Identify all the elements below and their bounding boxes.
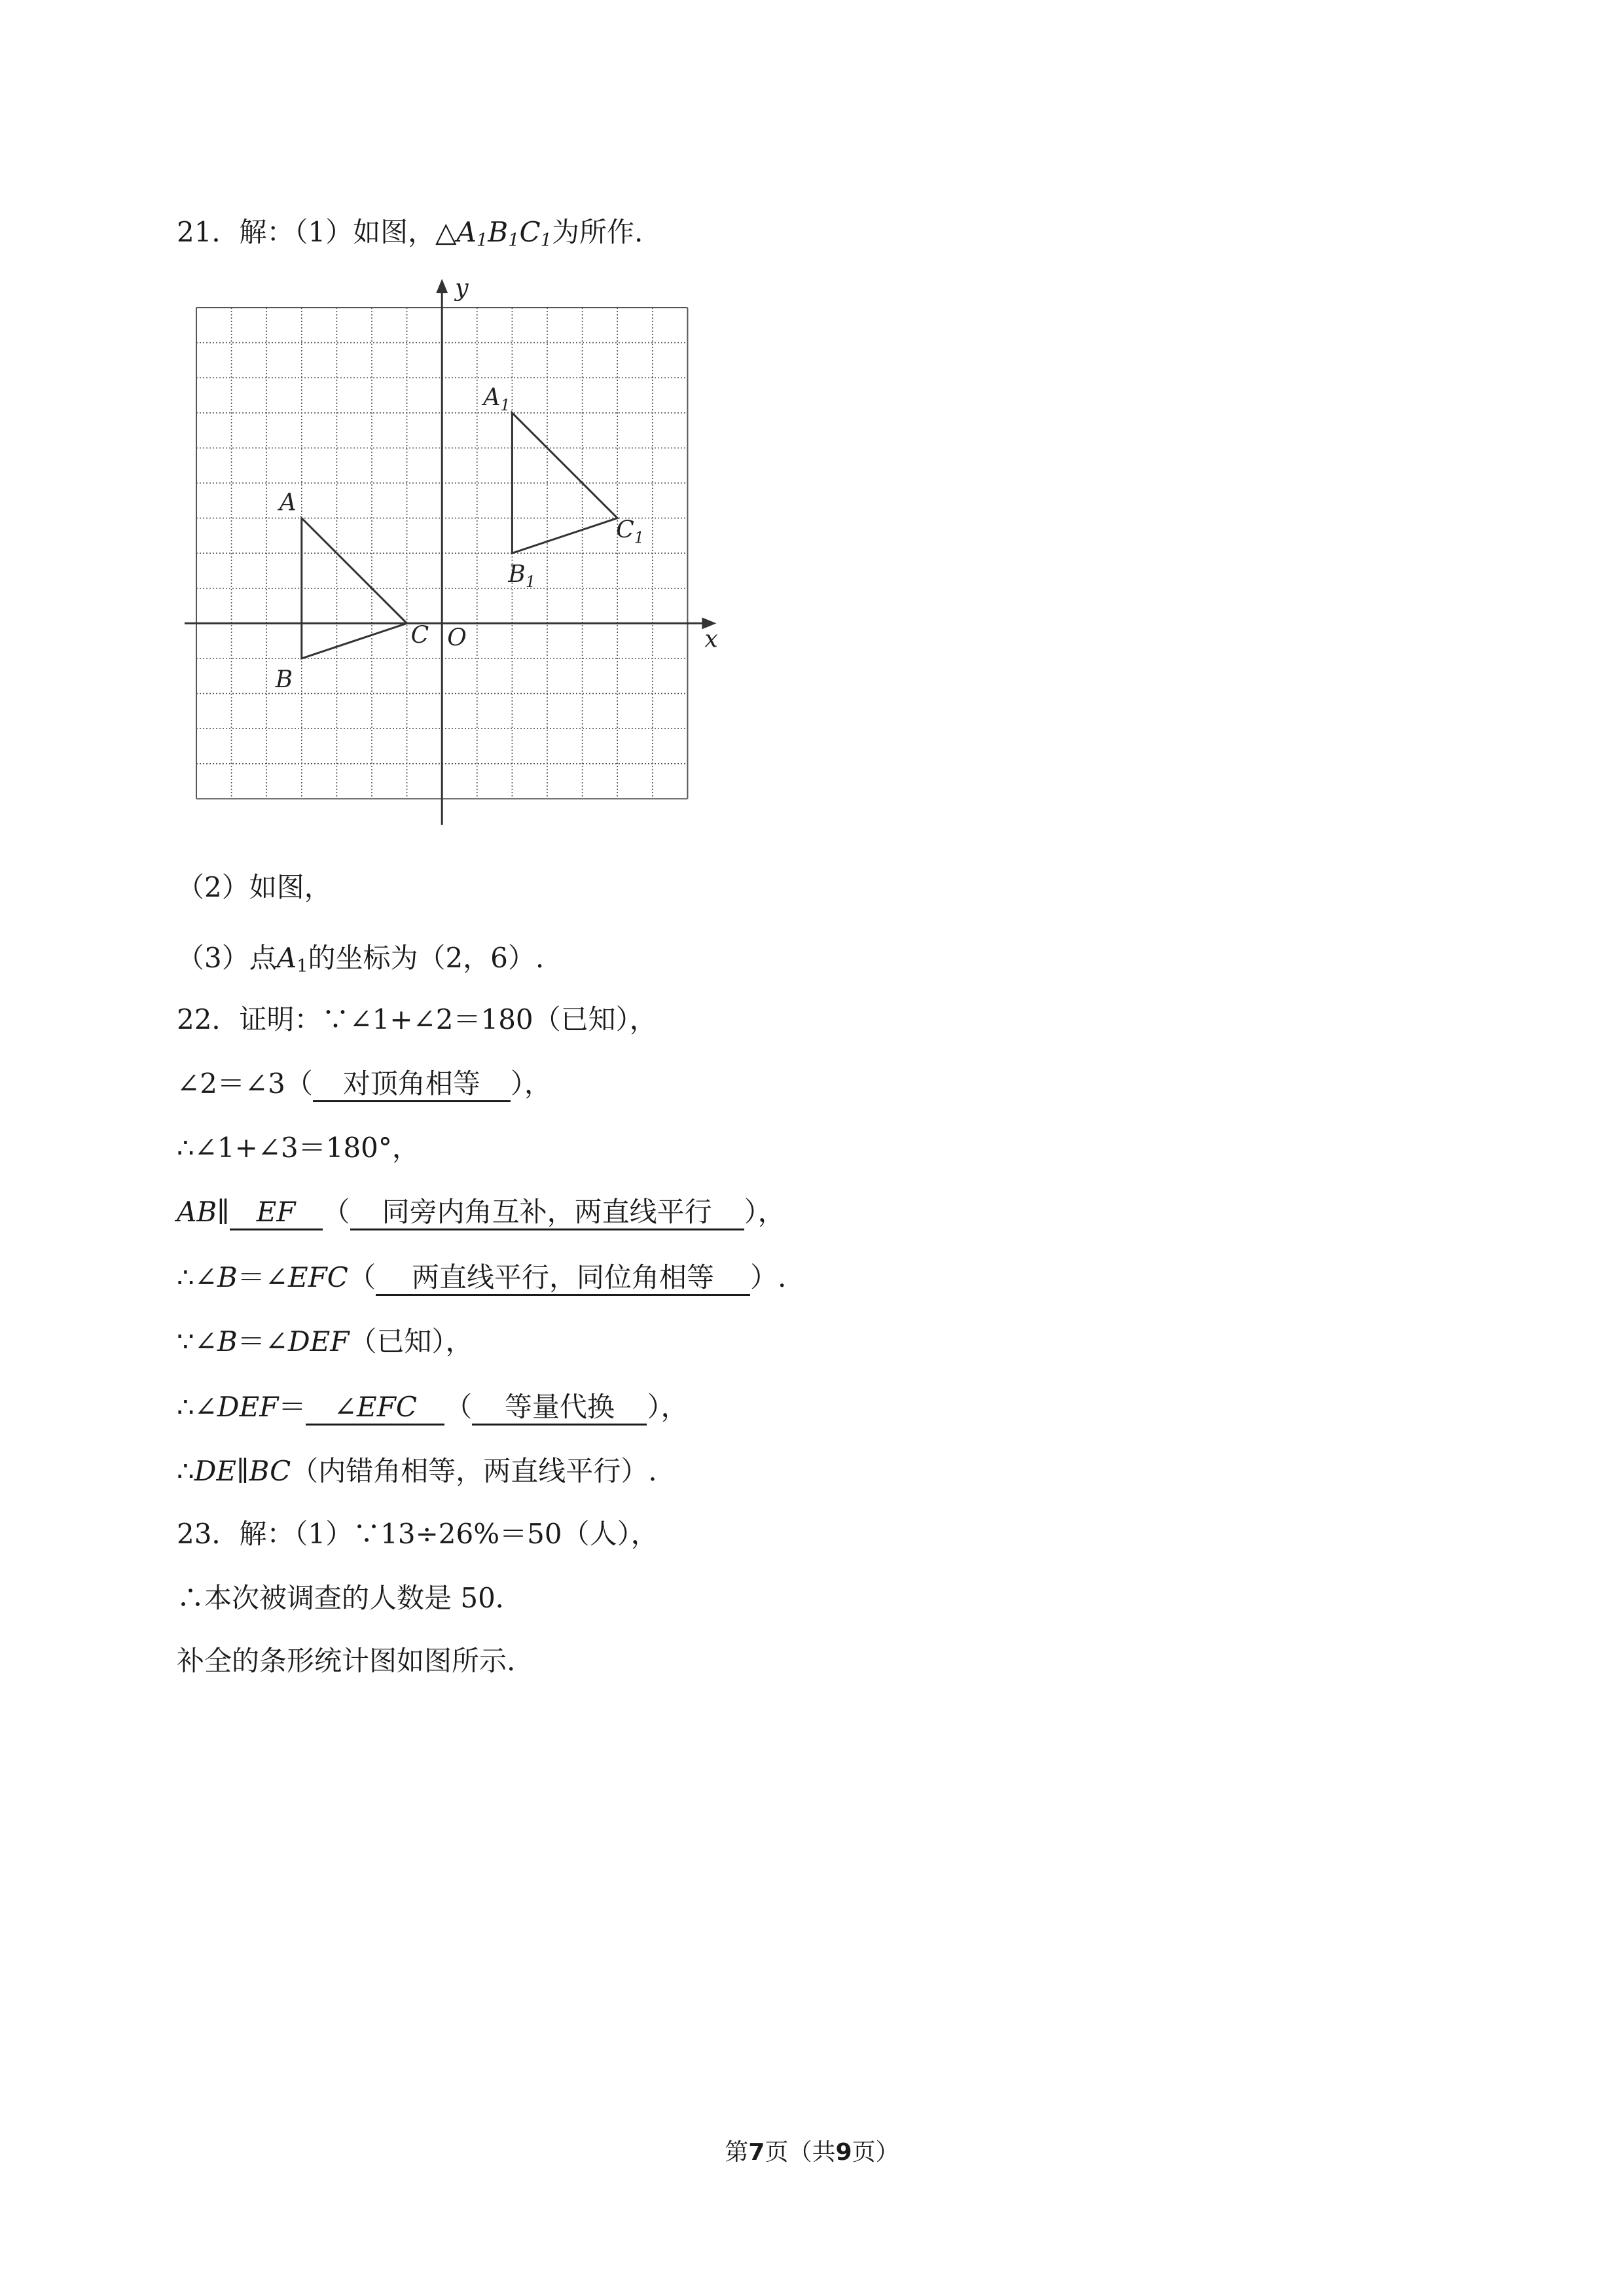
q21-line-intro	[177, 213, 643, 252]
answer-blank: 对顶角相等	[313, 1067, 511, 1102]
page-footer: 第7页（共9页）	[725, 2139, 899, 2166]
label-y-axis: y	[455, 275, 469, 302]
label-a: A	[279, 489, 297, 516]
q23-number: 23．	[177, 1518, 240, 1550]
label-c: C	[410, 622, 429, 649]
coordinate-grid-figure	[177, 268, 753, 844]
q21-number: 21．	[177, 216, 240, 248]
q23-line-3: 补全的条形统计图如图所示.	[177, 1645, 516, 1677]
answer-blank: 两直线平行，同位角相等	[376, 1261, 750, 1296]
point-labels	[275, 275, 718, 693]
q22-line-1: 22．证明：∵∠1+∠2＝180（已知），	[177, 1003, 657, 1035]
answer-blank: 等量代换	[472, 1391, 647, 1426]
q21-tri-b1: $B_1$	[488, 216, 520, 251]
q22-line-6: ∵∠B＝∠DEF（已知），	[177, 1325, 473, 1357]
q22-line-5: ∴∠B＝∠EFC（ 两直线平行，同位角相等 ）.	[177, 1258, 786, 1297]
q23-line-2: ∴本次被调查的人数是 50．	[177, 1582, 523, 1614]
page-total: 9	[835, 2139, 852, 2166]
q23-line-1: 23．解：（1）∵13÷26%＝50（人），	[177, 1518, 659, 1550]
answer-blank: 同旁内角互补，两直线平行	[350, 1196, 744, 1230]
label-b: B	[275, 666, 293, 693]
q21-intro-end: 为所作.	[551, 216, 643, 248]
q21-part2: （2）如图，	[177, 871, 332, 903]
label-origin: O	[447, 624, 467, 652]
label-c1: $C_1$	[616, 516, 645, 547]
triangles	[302, 413, 617, 658]
label-b1: $B_1$	[508, 561, 536, 592]
q22-line-2: ∠2＝∠3（ 对顶角相等 ），	[177, 1064, 552, 1103]
q22-line-7: ∴∠DEF＝ ∠EFC （ 等量代换 ），	[177, 1388, 688, 1427]
label-x-axis: x	[704, 626, 718, 653]
q21-part3: （3）点$A_1$的坐标为（2，6）.	[177, 942, 545, 977]
answer-blank: ∠EFC	[306, 1391, 444, 1426]
q22-number: 22．	[177, 1003, 240, 1035]
q22-line-8: ∴DE∥BC（内错角相等，两直线平行）.	[177, 1455, 657, 1487]
axes	[185, 279, 716, 825]
y-axis-arrow	[436, 279, 448, 293]
q21-intro: 解：（1）如图，△	[239, 216, 457, 248]
q22-line-4: AB∥ EF （ 同旁内角互补，两直线平行 ），	[177, 1193, 785, 1232]
q22-line-3: ∴∠1+∠3＝180°，	[177, 1132, 420, 1164]
label-a1: $A_1$	[483, 384, 511, 414]
q21-tri-a1: $A_1$	[456, 216, 488, 251]
answer-blank: EF	[230, 1196, 323, 1230]
page-number: 7	[748, 2139, 765, 2166]
q21-tri-c1: $C_1$	[519, 216, 552, 251]
